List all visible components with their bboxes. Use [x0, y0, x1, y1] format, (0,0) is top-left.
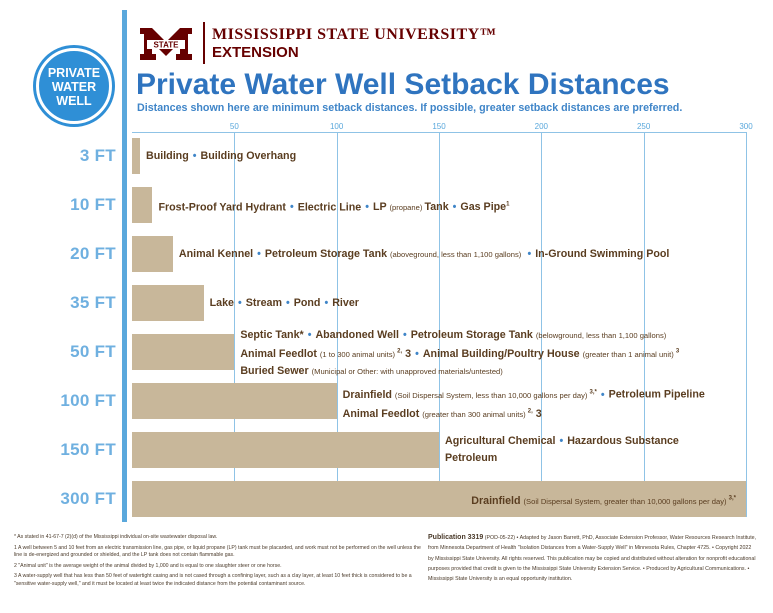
- x-tick-label: 250: [636, 122, 651, 131]
- distance-bar: [132, 285, 204, 321]
- setback-item: Animal Kennel: [178, 247, 254, 260]
- separator-dot: •: [257, 247, 261, 260]
- setback-item: Lake: [209, 296, 234, 309]
- distance-label: 3 FT: [79, 146, 116, 165]
- setback-item: Drainfield (Soil Dispersal System, less than 10,000 gallons per day) $^{3,*}$: [342, 388, 597, 401]
- separator-dot: •: [415, 348, 419, 361]
- setback-item: Agricultural Chemical: [445, 435, 556, 447]
- setback-item: Animal Building/Poultry House (greater than 1 animal unit) $^3$: [422, 348, 680, 361]
- footnote-2: 2 "Animal unit" is the average weight of the animal divided by 1,000 and is equal to one slaughter steer or one horse.: [14, 562, 282, 569]
- page-title: Private Water Well Setback Distances: [136, 68, 670, 101]
- extension-name: EXTENSION: [212, 44, 299, 61]
- setback-items: [240, 327, 679, 381]
- setback-item: Animal Feedlot (greater than 300 animal units) $^{2,}$ 3: [342, 408, 542, 421]
- x-tick-label: 200: [534, 122, 549, 131]
- distance-bar: [132, 236, 173, 272]
- setback-items: [343, 384, 705, 423]
- setback-line: [210, 295, 359, 312]
- setback-item: Building: [146, 149, 189, 162]
- separator-dot: •: [307, 328, 312, 341]
- gridline: [746, 132, 747, 517]
- msu-logo-icon: [138, 24, 194, 64]
- separator-dot: •: [600, 388, 605, 401]
- left-vertical-rule: [122, 10, 127, 522]
- gridline: [439, 132, 440, 517]
- separator-dot: •: [289, 201, 294, 214]
- setback-line: [240, 363, 679, 380]
- separator-dot: •: [452, 201, 457, 214]
- badge-line-1: PRIVATE: [47, 66, 101, 80]
- distance-bar: [132, 334, 234, 370]
- setback-item: Drainfield (Soil Dispersal System, greater than 10,000 gallons per day) $^{3,*}$: [471, 495, 736, 508]
- badge-line-2: WATER: [51, 80, 97, 94]
- badge-line-3: WELL: [56, 94, 92, 108]
- setback-item: Gas Pipe$^1$: [460, 201, 510, 214]
- page-subtitle: Distances shown here are minimum setback distances. If possible, greater setback distances are preferred.: [137, 102, 683, 114]
- separator-dot: •: [238, 296, 242, 309]
- setback-item: Electric Line: [297, 201, 362, 214]
- setback-line: [240, 327, 679, 344]
- badge-text: [39, 66, 109, 108]
- distance-bar: [132, 432, 439, 468]
- setback-item: In-Ground Swimming Pool: [535, 247, 670, 260]
- setback-line: [179, 246, 669, 263]
- private-water-well-badge: [36, 48, 112, 124]
- setback-item: Abandoned Well: [315, 328, 399, 341]
- separator-dot: •: [402, 328, 407, 341]
- publication-number: Publication 3319: [428, 534, 484, 541]
- publication-credit: • Adapted by Jason Barrett, PhD, Associate Extension Professor, Water Resources Research Institute, from Minnesota Department of Health "Isolation Distances from a Water-Supply Well" in Minnesota Rules, Chapter 4725. • Copyright 2022 by Mississippi State University. All rights reserved. This publication may be copied and distributed without alteration for nonprofit educational purposes provided that credit is given to the Mississippi State University Extension Service. • Produced by Agricultural Communications. • Mississippi State University is an equal opportunity institution.: [428, 535, 757, 583]
- setback-line: [445, 450, 679, 467]
- setback-items: [471, 491, 736, 511]
- setback-items: [146, 148, 296, 165]
- distance-label: 20 FT: [70, 244, 116, 263]
- setback-item: Petroleum Storage Tank (belowground, less than 1,100 gallons): [410, 328, 667, 341]
- distance-bar: [132, 138, 140, 174]
- setback-item: Pond: [293, 296, 321, 309]
- setback-line: [240, 344, 679, 364]
- separator-dot: •: [559, 435, 564, 447]
- x-tick-label: 150: [432, 122, 446, 131]
- distance-label: 50 FT: [70, 342, 116, 361]
- setback-item: Building Overhang: [200, 149, 297, 162]
- separator-dot: •: [324, 296, 329, 309]
- setback-item: Septic Tank*: [240, 328, 304, 341]
- separator-dot: •: [192, 149, 197, 162]
- setback-item: Stream: [245, 296, 282, 309]
- setback-item: Frost-Proof Yard Hydrant: [158, 201, 286, 214]
- setback-line: [445, 433, 679, 450]
- setback-item: Buried Sewer (Municipal or Other: with unapproved materials/untested): [240, 365, 503, 378]
- separator-dot: •: [527, 247, 532, 260]
- setback-item: Animal Feedlot (1 to 300 animal units) $^{2,}$ 3: [240, 348, 412, 361]
- separator-dot: •: [286, 296, 290, 309]
- footnote-asterisk: * As stated in 41-67-7 (2)(d) of the Mississippi individual on-site wastewater disposal law.: [14, 534, 218, 540]
- setback-items: [179, 246, 669, 263]
- separator-dot: •: [365, 201, 369, 214]
- setback-items: [158, 197, 509, 217]
- footnote-3: 3 A water-supply well that has less than 50 feet of watertight casing and is not cased through a confining layer, such as a clay layer, at least 10 feet thick is considered to be a "sensitive water-supply well," and it must be located at least twice the indicated distance from the potential contaminant source.: [14, 573, 412, 587]
- setback-item: Petroleum Pipeline: [608, 388, 705, 401]
- logo-divider: [203, 22, 205, 64]
- setback-line: [146, 148, 296, 165]
- university-name: MISSISSIPPI STATE UNIVERSITY™: [212, 26, 497, 43]
- distance-label: 35 FT: [70, 293, 116, 312]
- x-tick-label: 100: [329, 122, 344, 131]
- setback-line: [343, 404, 705, 424]
- x-tick-label: 50: [229, 122, 239, 131]
- setback-item: River: [332, 296, 359, 309]
- footnotes: [14, 534, 424, 591]
- distance-label: 300 FT: [60, 489, 116, 508]
- setback-line: [471, 491, 736, 511]
- publication-code: (POD-05-22): [484, 535, 516, 541]
- setback-items: [210, 295, 359, 312]
- setback-items: [445, 433, 679, 467]
- setback-line: [343, 384, 705, 404]
- setback-item: Hazardous Substance: [567, 435, 679, 447]
- footnote-1: 1 A well between 5 and 10 feet from an electric transmission line, gas pipe, or liquid propane (LP) tank must be placarded, and work must not be performed on the well unless the line is de-energized and grounded or shielded, and the LP tank does not contain flammable gas.: [14, 544, 421, 558]
- setback-item: Petroleum Storage Tank (aboveground, less than 1,100 gallons): [264, 247, 524, 260]
- distance-label: 100 FT: [60, 391, 116, 410]
- publication-info: [428, 533, 758, 584]
- setback-item: Petroleum: [445, 452, 498, 464]
- distance-bar: [132, 383, 337, 419]
- distance-label: 150 FT: [60, 440, 116, 459]
- distance-label: 10 FT: [70, 195, 116, 214]
- x-tick-label: 300: [739, 122, 753, 131]
- distance-bar: [132, 187, 152, 223]
- setback-item: LP (propane) Tank: [373, 201, 449, 214]
- logo-wordmark: STATE: [153, 40, 179, 50]
- setback-line: [158, 197, 509, 217]
